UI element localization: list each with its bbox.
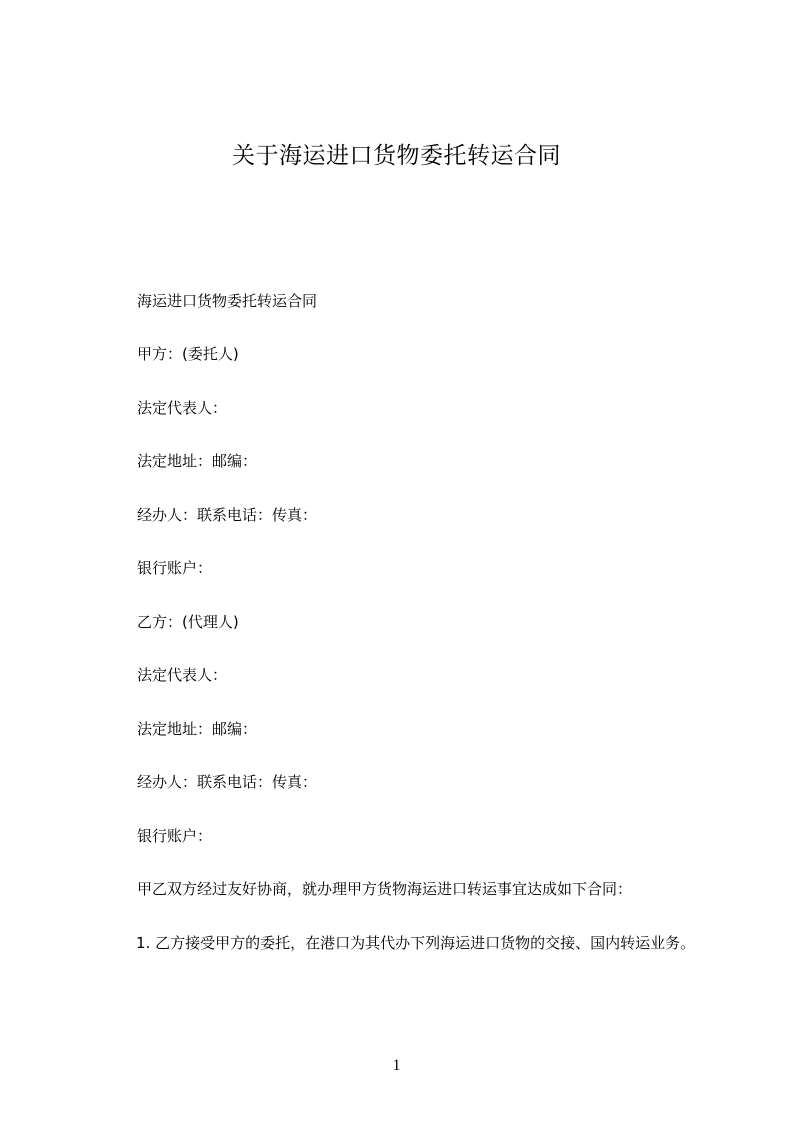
clause-1: 1. 乙方接受甲方的委托，在港口为其代办下列海运进口货物的交接、国内转运业务。 [136, 934, 696, 952]
party-b-legal-address: 法定地址：邮编： [137, 720, 258, 738]
party-a-bank-account: 银行账户： [137, 559, 213, 577]
party-b-label: 乙方：(代理人) [137, 613, 239, 631]
agreement-preamble: 甲乙双方经过友好协商，就办理甲方货物海运进口转运事宜达成如下合同： [137, 880, 633, 898]
party-b-contact: 经办人：联系电话：传真： [137, 773, 318, 791]
party-a-contact: 经办人：联系电话：传真： [137, 506, 318, 524]
party-b-bank-account: 银行账户： [137, 827, 213, 845]
party-b-legal-representative: 法定代表人： [137, 666, 228, 684]
party-a-legal-address: 法定地址：邮编： [137, 452, 258, 470]
document-title: 关于海运进口货物委托转运合同 [232, 143, 561, 169]
party-a-legal-representative: 法定代表人： [137, 399, 228, 417]
party-a-label: 甲方：(委托人) [137, 345, 239, 363]
page-number: 1 [392, 1057, 401, 1074]
contract-heading: 海运进口货物委托转运合同 [137, 292, 318, 310]
